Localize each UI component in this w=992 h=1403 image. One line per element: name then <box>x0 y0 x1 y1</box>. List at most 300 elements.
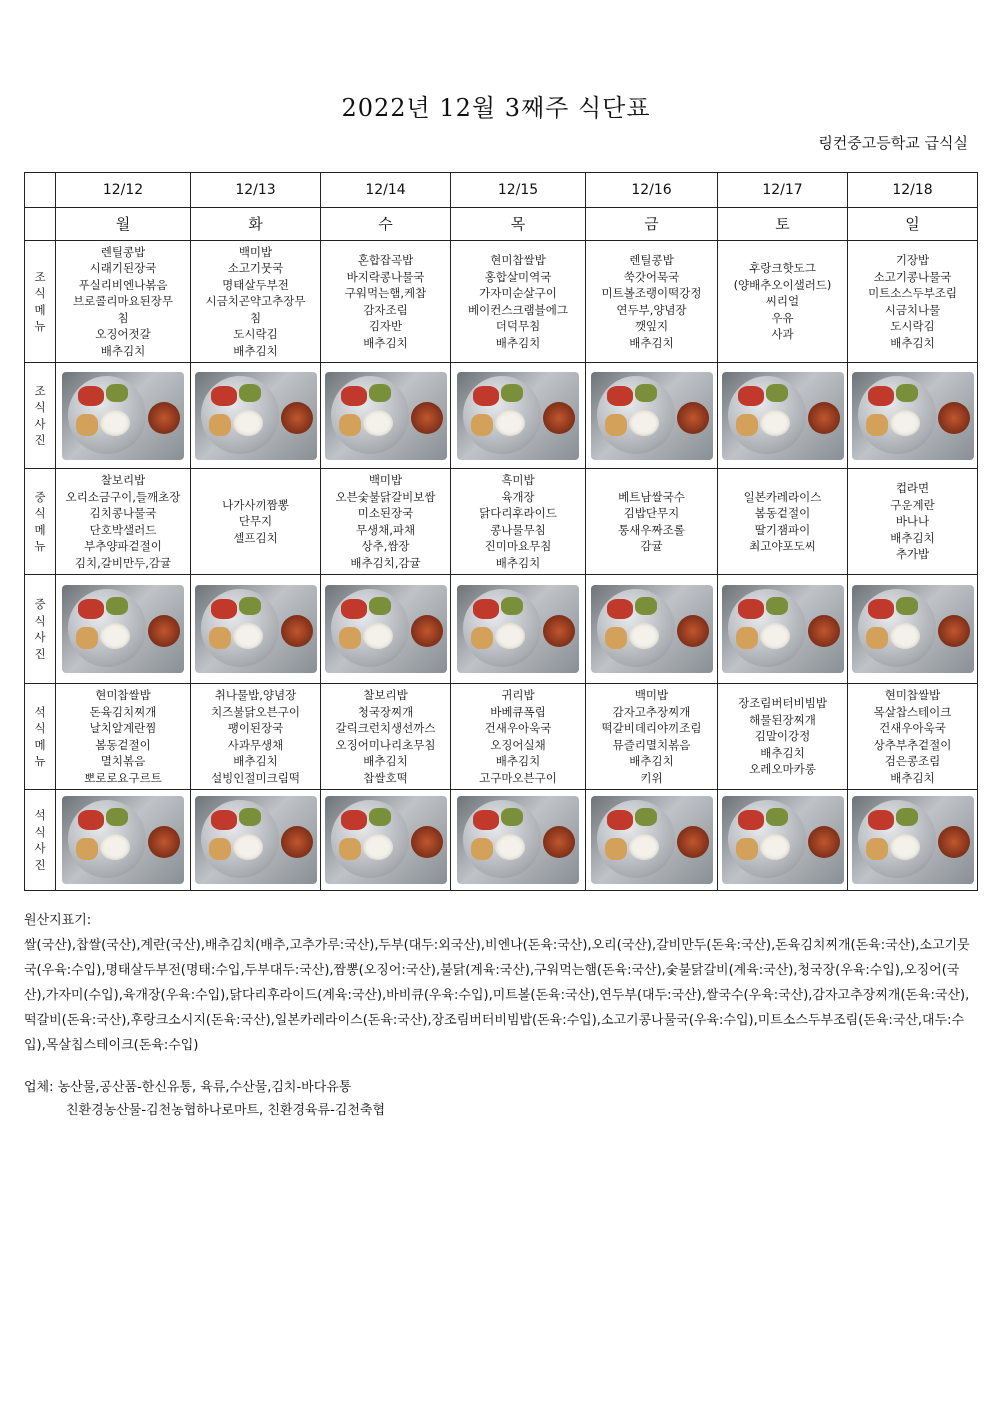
weekday-cell: 목 <box>451 208 586 241</box>
menu-item: 현미찹쌀밥 <box>490 253 546 267</box>
menu-item: 셀프김치 <box>233 530 278 545</box>
photo-soup <box>411 402 443 434</box>
photo-side1 <box>78 599 104 619</box>
breakfast-menu-cell <box>321 241 451 363</box>
dinner-photo-cell <box>451 790 586 891</box>
menu-item: 봄동겉절이 <box>95 737 151 752</box>
row-label-char: 진 <box>34 646 46 661</box>
menu-item: 육개장 <box>501 489 535 504</box>
photo-soup <box>808 402 840 434</box>
row-label-dinner-photo <box>25 790 56 891</box>
meal-photo <box>195 372 317 460</box>
menu-item: (양배추오이샐러드) <box>733 277 832 292</box>
photo-rice <box>100 834 130 860</box>
menu-item: 오븐숯불닭갈비보쌈 <box>335 489 436 504</box>
menu-item: 배추김치 <box>629 754 674 768</box>
date-row <box>25 173 978 208</box>
breakfast-menu-cell <box>718 241 848 363</box>
row-label-dinner-menu <box>25 684 56 790</box>
menu-item: 오징어실채 <box>490 737 546 752</box>
photo-side3 <box>866 414 888 436</box>
menu-item: 가자미순살구이 <box>479 286 557 300</box>
photo-side2 <box>239 808 261 826</box>
menu-item: 오징어젓갈 <box>95 327 151 342</box>
breakfast-menu-cell <box>848 241 978 363</box>
photo-side2 <box>766 384 788 402</box>
photo-side2 <box>766 597 788 615</box>
corner-cell <box>25 208 56 241</box>
menu-item: 설빙인절미크림떡 <box>211 770 300 785</box>
dinner-menu-cell <box>321 684 451 790</box>
dinner-menu-cell <box>848 684 978 790</box>
menu-item: 홍합살미역국 <box>484 269 552 284</box>
menu-item: 치즈불닭오븐구이 <box>211 704 300 719</box>
menu-item: 닭다리후라이드 <box>479 506 557 520</box>
menu-item: 추가밥 <box>895 547 930 562</box>
lunch-menu-cell <box>848 469 978 575</box>
menu-item: 배추김치 <box>629 335 674 350</box>
lunch-menu-row <box>25 469 978 575</box>
menu-item: 컵라면 <box>895 481 930 496</box>
menu-item: 렌틸콩밥 <box>100 244 146 259</box>
photo-side3 <box>605 627 627 649</box>
date-cell: 12/14 <box>321 173 451 208</box>
menu-item: 백미밥 <box>368 473 403 487</box>
menu-item: 배추김치 <box>495 754 541 768</box>
breakfast-photo-row <box>25 363 978 469</box>
weekday-cell: 월 <box>56 208 191 241</box>
row-label-char: 사 <box>34 416 46 431</box>
row-label-char: 메 <box>34 522 46 537</box>
photo-side2 <box>369 384 391 402</box>
photo-rice <box>890 410 920 436</box>
menu-item: 배추김치 <box>760 745 805 760</box>
row-label-char: 식 <box>34 400 46 414</box>
menu-item: 쑥갓어묵국 <box>623 269 680 284</box>
row-label-char: 식 <box>34 613 46 628</box>
menu-item: 감귤 <box>640 539 663 553</box>
photo-rice <box>629 623 659 649</box>
meal-photo <box>852 796 974 884</box>
weekday-cell: 화 <box>191 208 321 241</box>
menu-item: 해물된장찌개 <box>749 712 816 727</box>
photo-rice <box>760 410 790 436</box>
photo-side2 <box>766 808 788 826</box>
menu-item: 사과 <box>771 327 794 342</box>
meal-photo <box>325 796 447 884</box>
menu-item: 단호박샐러드 <box>89 522 157 537</box>
row-label-char: 석 <box>34 704 46 719</box>
breakfast-photo-cell <box>848 363 978 469</box>
dinner-photo-cell <box>586 790 718 891</box>
meal-photo <box>852 372 974 460</box>
breakfast-menu-cell <box>451 241 586 363</box>
photo-side3 <box>339 414 361 436</box>
menu-item: 현미찹쌀밥 <box>884 688 941 702</box>
meal-photo <box>722 585 844 673</box>
photo-side2 <box>896 384 918 402</box>
row-label-char: 사 <box>34 841 46 855</box>
photo-side3 <box>76 627 98 649</box>
row-label-char: 뉴 <box>34 319 46 333</box>
photo-side2 <box>369 597 391 615</box>
photo-rice <box>363 834 393 860</box>
row-label-char: 뉴 <box>34 754 46 768</box>
breakfast-menu-cell <box>586 241 718 363</box>
menu-item: 통새우짜조롤 <box>618 522 685 537</box>
lunch-menu-cell <box>191 469 321 575</box>
date-cell: 12/12 <box>56 173 191 208</box>
row-label-char: 뉴 <box>34 539 46 553</box>
menu-item: 단무지 <box>238 514 273 529</box>
photo-side3 <box>471 414 493 436</box>
row-label-char: 중 <box>34 489 46 504</box>
photo-side3 <box>471 627 493 649</box>
menu-item: 배추김치 <box>363 335 408 350</box>
menu-item: 부추양파겉절이 <box>84 539 162 553</box>
photo-side1 <box>211 386 237 406</box>
meal-photo <box>722 796 844 884</box>
row-label-char: 진 <box>34 857 46 872</box>
menu-item: 건새우아욱국 <box>879 721 946 735</box>
photo-side1 <box>738 810 764 830</box>
photo-side1 <box>607 599 633 619</box>
lunch-photo-cell <box>848 575 978 684</box>
row-label-char: 석 <box>34 808 46 822</box>
photo-side1 <box>868 810 894 830</box>
photo-side2 <box>896 808 918 826</box>
photo-rice <box>233 410 263 436</box>
photo-side3 <box>471 838 493 860</box>
menu-item: 미소된장국 <box>357 506 414 520</box>
menu-item: 귀리밥 <box>501 688 535 702</box>
photo-soup <box>938 615 970 647</box>
photo-rice <box>890 623 920 649</box>
photo-side1 <box>607 386 633 406</box>
photo-side2 <box>239 597 261 615</box>
photo-soup <box>281 826 313 858</box>
vendor-line-1: 업체: 농산물,공산품-한신유통, 육류,수산물,김치-바다유통 <box>24 1080 352 1095</box>
photo-side1 <box>78 810 104 830</box>
photo-side3 <box>209 838 231 860</box>
menu-item: 일본카레라이스 <box>743 489 822 504</box>
photo-side1 <box>78 386 104 406</box>
photo-side2 <box>369 808 391 826</box>
menu-item: 진미마요무침 <box>484 539 552 553</box>
menu-item: 떡갈비데리야끼조림 <box>601 721 702 735</box>
lunch-photo-row <box>25 575 978 684</box>
menu-item: 김밥단무지 <box>623 506 680 520</box>
breakfast-photo-cell <box>718 363 848 469</box>
menu-item: 도시락김 <box>233 327 278 342</box>
photo-rice <box>100 623 130 649</box>
breakfast-photo-cell <box>321 363 451 469</box>
photo-soup <box>677 615 709 647</box>
photo-side3 <box>736 414 758 436</box>
dinner-menu-cell <box>451 684 586 790</box>
menu-item: 바지락콩나물국 <box>346 269 425 284</box>
origin-label: 원산지표기: <box>24 913 92 928</box>
menu-item: 시금치나물 <box>884 302 941 317</box>
meal-photo <box>62 796 184 884</box>
menu-item: 배추김치 <box>100 343 146 358</box>
dinner-photo-cell <box>56 790 191 891</box>
menu-item: 씨리얼 <box>765 294 800 309</box>
menu-item: 콩나물무침 <box>490 522 546 537</box>
photo-soup <box>543 402 575 434</box>
menu-item: 나가사끼짬뽕 <box>222 497 289 512</box>
photo-rice <box>629 410 659 436</box>
menu-item: 베트남쌀국수 <box>618 489 685 504</box>
menu-item: 배추김치 <box>495 335 541 350</box>
menu-item: 후랑크핫도그 <box>749 261 816 276</box>
meal-photo <box>325 585 447 673</box>
lunch-menu-cell <box>321 469 451 575</box>
dinner-photo-cell <box>191 790 321 891</box>
lunch-photo-cell <box>321 575 451 684</box>
photo-rice <box>100 410 130 436</box>
photo-side3 <box>76 838 98 860</box>
photo-side3 <box>736 838 758 860</box>
photo-side3 <box>605 838 627 860</box>
menu-item: 뽀로로요구르트 <box>84 770 162 785</box>
meal-photo <box>325 372 447 460</box>
photo-side2 <box>106 384 128 402</box>
photo-soup <box>148 615 180 647</box>
menu-item: 백미밥 <box>238 244 273 259</box>
meal-photo <box>62 372 184 460</box>
menu-item: 찹쌀호떡 <box>363 770 408 785</box>
date-cell: 12/18 <box>848 173 978 208</box>
meal-photo <box>195 796 317 884</box>
menu-item: 브로콜리마요된장무 <box>73 294 173 309</box>
photo-side1 <box>341 599 367 619</box>
breakfast-menu-cell <box>56 241 191 363</box>
photo-side3 <box>736 627 758 649</box>
breakfast-photo-cell <box>191 363 321 469</box>
menu-item: 명태살두부전 <box>222 277 289 292</box>
menu-item: 상추,쌈장 <box>361 539 410 553</box>
menu-item: 돈육김치찌개 <box>89 704 157 719</box>
school-name: 링컨중고등학교 급식실 <box>818 134 968 152</box>
photo-soup <box>148 826 180 858</box>
menu-item: 미트소스두부조림 <box>868 286 957 300</box>
breakfast-menu-cell <box>191 241 321 363</box>
menu-item: 딸기잼파이 <box>754 522 811 537</box>
menu-item: 고구마오븐구이 <box>479 770 557 785</box>
menu-item: 도시락김 <box>890 319 935 333</box>
menu-item: 장조림버터비빔밥 <box>738 696 827 711</box>
row-label-char: 식 <box>34 824 46 839</box>
menu-item: 구워먹는햄,케찹 <box>344 286 427 300</box>
weekday-cell: 금 <box>586 208 718 241</box>
meal-photo <box>62 585 184 673</box>
photo-side2 <box>635 808 657 826</box>
corner-cell <box>25 173 56 208</box>
menu-item: 감자고추장찌개 <box>612 704 691 719</box>
photo-side2 <box>501 808 523 826</box>
menu-item: 봄동겉절이 <box>754 506 811 520</box>
photo-soup <box>148 402 180 434</box>
photo-side2 <box>635 384 657 402</box>
row-label-char: 식 <box>34 286 46 300</box>
lunch-photo-cell <box>586 575 718 684</box>
dinner-photo-cell <box>848 790 978 891</box>
menu-item: 혼합잡곡밥 <box>357 253 414 267</box>
menu-item: 검은콩조림 <box>884 754 941 768</box>
photo-side3 <box>866 627 888 649</box>
row-label-char: 메 <box>34 737 46 752</box>
menu-item: 기장밥 <box>895 253 930 267</box>
meal-photo <box>591 585 713 673</box>
photo-side2 <box>106 808 128 826</box>
menu-item: 배추김치 <box>495 555 541 570</box>
photo-side1 <box>607 810 633 830</box>
row-label-char: 중 <box>34 597 46 611</box>
dinner-photo-cell <box>718 790 848 891</box>
menu-item: 바나나 <box>895 514 930 529</box>
menu-item: 찰보리밥 <box>100 473 146 487</box>
menu-item: 갈릭크런치생선까스 <box>335 721 436 735</box>
photo-side2 <box>501 384 523 402</box>
photo-rice <box>629 834 659 860</box>
menu-item: 목살찹스테이크 <box>873 704 952 719</box>
photo-side3 <box>76 414 98 436</box>
row-label-char: 식 <box>34 721 46 735</box>
photo-soup <box>938 826 970 858</box>
menu-item: 날치알계란찜 <box>89 721 157 735</box>
date-cell: 12/17 <box>718 173 848 208</box>
breakfast-photo-cell <box>451 363 586 469</box>
menu-item: 김치콩나물국 <box>89 506 157 520</box>
breakfast-menu-row <box>25 241 978 363</box>
menu-item: 배추김치 <box>890 770 935 785</box>
menu-item: 김말이강정 <box>754 729 811 744</box>
menu-item: 배추김치 <box>233 754 278 768</box>
meal-table <box>24 172 978 891</box>
photo-soup <box>281 402 313 434</box>
dinner-menu-cell <box>191 684 321 790</box>
menu-item: 배추김치 <box>890 335 935 350</box>
weekday-cell: 수 <box>321 208 451 241</box>
lunch-photo-cell <box>56 575 191 684</box>
menu-item: 우유 <box>771 310 794 325</box>
breakfast-photo-cell <box>56 363 191 469</box>
row-label-char: 메 <box>34 302 46 317</box>
dinner-menu-cell <box>56 684 191 790</box>
origin-notes <box>24 908 974 1058</box>
menu-item: 무생채,파채 <box>355 522 416 537</box>
photo-soup <box>677 826 709 858</box>
vendor-line-2: 친환경농산물-김천농협하나로마트, 친환경육류-김천축협 <box>66 1103 386 1118</box>
menu-item: 최고야포도씨 <box>749 539 816 553</box>
menu-item: 백미밥 <box>634 688 669 702</box>
lunch-photo-cell <box>191 575 321 684</box>
menu-item: 감자조림 <box>363 302 408 317</box>
photo-side1 <box>211 810 237 830</box>
menu-item: 구운계란 <box>890 497 935 512</box>
photo-side3 <box>866 838 888 860</box>
menu-item: 시래기된장국 <box>89 261 157 276</box>
menu-item: 오레오마카롱 <box>749 762 816 777</box>
photo-soup <box>411 615 443 647</box>
photo-side1 <box>738 386 764 406</box>
dinner-photo-cell <box>321 790 451 891</box>
photo-rice <box>363 410 393 436</box>
dinner-menu-cell <box>586 684 718 790</box>
row-label-lunch-menu <box>25 469 56 575</box>
photo-side2 <box>239 384 261 402</box>
menu-item: 건새우아욱국 <box>484 721 552 735</box>
weekday-cell: 토 <box>718 208 848 241</box>
menu-item: 배추김치,감귤 <box>350 555 421 570</box>
date-cell: 12/13 <box>191 173 321 208</box>
photo-rice <box>890 834 920 860</box>
menu-item: 시금치곤약고추장무 <box>205 294 306 309</box>
menu-item: 현미찹쌀밥 <box>95 688 151 702</box>
menu-item: 깻잎지 <box>634 319 669 333</box>
lunch-menu-cell <box>451 469 586 575</box>
menu-item: 김자반 <box>368 319 403 333</box>
dinner-photo-row <box>25 790 978 891</box>
weekday-cell: 일 <box>848 208 978 241</box>
weekday-row <box>25 208 978 241</box>
menu-item: 오징어미나리초무침 <box>335 737 436 752</box>
meal-photo <box>457 585 579 673</box>
photo-side2 <box>501 597 523 615</box>
menu-item: 푸실리비엔나볶음 <box>78 277 168 292</box>
meal-photo <box>591 796 713 884</box>
photo-side1 <box>868 386 894 406</box>
photo-soup <box>543 826 575 858</box>
date-cell: 12/16 <box>586 173 718 208</box>
menu-item: 베이컨스크램블에그 <box>468 302 568 317</box>
photo-rice <box>760 834 790 860</box>
lunch-menu-cell <box>56 469 191 575</box>
menu-item: 오리소금구이,들깨초장 <box>65 489 181 504</box>
row-label-breakfast-photo <box>25 363 56 469</box>
photo-rice <box>495 834 525 860</box>
photo-rice <box>495 410 525 436</box>
meal-photo <box>852 585 974 673</box>
photo-side1 <box>473 386 499 406</box>
photo-soup <box>808 615 840 647</box>
menu-item: 렌틸콩밥 <box>629 253 674 267</box>
photo-side3 <box>209 414 231 436</box>
row-label-char: 진 <box>34 433 46 447</box>
meal-photo <box>457 372 579 460</box>
menu-item: 청국장찌개 <box>357 704 414 719</box>
photo-rice <box>363 623 393 649</box>
meal-photo <box>457 796 579 884</box>
dinner-menu-row <box>25 684 978 790</box>
photo-side1 <box>473 599 499 619</box>
lunch-menu-cell <box>586 469 718 575</box>
meal-photo <box>591 372 713 460</box>
row-label-lunch-photo <box>25 575 56 684</box>
row-label-breakfast-menu <box>25 241 56 363</box>
menu-item: 침 <box>249 310 262 325</box>
photo-rice <box>760 623 790 649</box>
lunch-photo-cell <box>718 575 848 684</box>
row-label-char: 조 <box>34 269 46 284</box>
photo-side2 <box>106 597 128 615</box>
photo-side3 <box>209 627 231 649</box>
photo-side1 <box>738 599 764 619</box>
menu-item: 김치,갈비만두,감귤 <box>74 555 172 570</box>
row-label-char: 조 <box>34 383 46 398</box>
menu-item: 더덕무침 <box>495 319 541 333</box>
